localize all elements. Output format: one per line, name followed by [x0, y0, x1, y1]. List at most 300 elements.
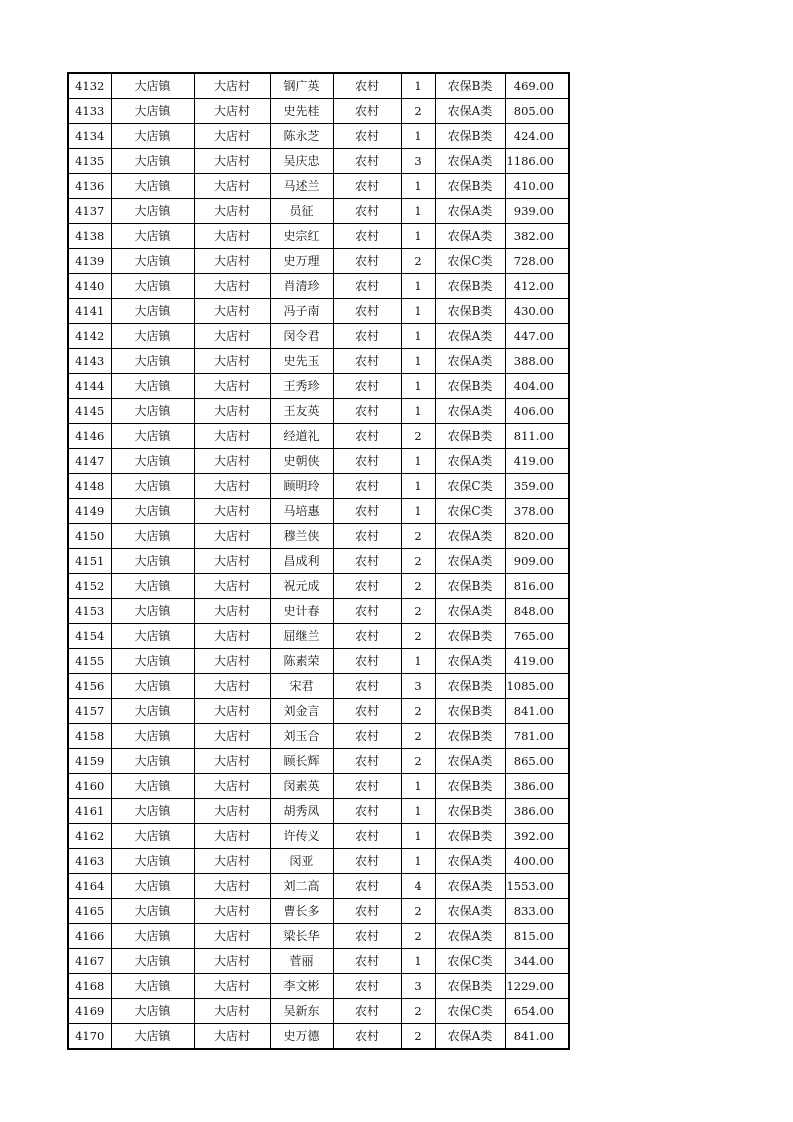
village-cell: 大店村 — [194, 824, 270, 849]
category-cell: 农保A类 — [435, 99, 505, 124]
name-cell: 钢广英 — [270, 73, 333, 99]
town-cell: 大店镇 — [111, 649, 194, 674]
village-cell: 大店村 — [194, 124, 270, 149]
table-row — [68, 574, 569, 599]
amount-cell: 816.00 — [505, 574, 569, 599]
name-cell: 穆兰侠 — [270, 524, 333, 549]
name-cell: 刘玉合 — [270, 724, 333, 749]
name-cell: 史计春 — [270, 599, 333, 624]
category-cell: 农保B类 — [435, 73, 505, 99]
row-id-cell: 4161 — [68, 799, 111, 824]
table-row — [68, 499, 569, 524]
category-cell: 农保A类 — [435, 599, 505, 624]
name-cell: 李文彬 — [270, 974, 333, 999]
row-id-cell: 4150 — [68, 524, 111, 549]
name-cell: 陈素荣 — [270, 649, 333, 674]
row-id-cell: 4140 — [68, 274, 111, 299]
row-id-cell: 4145 — [68, 399, 111, 424]
table-row — [68, 174, 569, 199]
person-count-cell: 3 — [401, 974, 435, 999]
village-cell: 大店村 — [194, 149, 270, 174]
row-id-cell: 4137 — [68, 199, 111, 224]
name-cell: 陈永芝 — [270, 124, 333, 149]
person-count-cell: 2 — [401, 599, 435, 624]
person-count-cell: 1 — [401, 349, 435, 374]
household-type-cell: 农村 — [333, 849, 401, 874]
household-type-cell: 农村 — [333, 599, 401, 624]
name-cell: 许传义 — [270, 824, 333, 849]
category-cell: 农保C类 — [435, 499, 505, 524]
name-cell: 史朝侠 — [270, 449, 333, 474]
category-cell: 农保A类 — [435, 449, 505, 474]
household-type-cell: 农村 — [333, 824, 401, 849]
village-cell: 大店村 — [194, 174, 270, 199]
name-cell: 顾长辉 — [270, 749, 333, 774]
category-cell: 农保C类 — [435, 474, 505, 499]
records-table — [67, 72, 570, 1050]
village-cell: 大店村 — [194, 899, 270, 924]
household-type-cell: 农村 — [333, 549, 401, 574]
category-cell: 农保A类 — [435, 524, 505, 549]
amount-cell: 939.00 — [505, 199, 569, 224]
table-row — [68, 124, 569, 149]
row-id-cell: 4138 — [68, 224, 111, 249]
household-type-cell: 农村 — [333, 174, 401, 199]
row-id-cell: 4155 — [68, 649, 111, 674]
table-row — [68, 349, 569, 374]
category-cell: 农保A类 — [435, 1024, 505, 1050]
row-id-cell: 4157 — [68, 699, 111, 724]
town-cell: 大店镇 — [111, 549, 194, 574]
amount-cell: 404.00 — [505, 374, 569, 399]
village-cell: 大店村 — [194, 524, 270, 549]
household-type-cell: 农村 — [333, 299, 401, 324]
village-cell: 大店村 — [194, 224, 270, 249]
town-cell: 大店镇 — [111, 799, 194, 824]
table-row — [68, 799, 569, 824]
row-id-cell: 4164 — [68, 874, 111, 899]
row-id-cell: 4160 — [68, 774, 111, 799]
person-count-cell: 2 — [401, 99, 435, 124]
village-cell: 大店村 — [194, 449, 270, 474]
town-cell: 大店镇 — [111, 124, 194, 149]
household-type-cell: 农村 — [333, 974, 401, 999]
table-row — [68, 724, 569, 749]
amount-cell: 412.00 — [505, 274, 569, 299]
amount-cell: 386.00 — [505, 799, 569, 824]
table-row — [68, 699, 569, 724]
village-cell: 大店村 — [194, 874, 270, 899]
table-row — [68, 399, 569, 424]
row-id-cell: 4165 — [68, 899, 111, 924]
table-row — [68, 299, 569, 324]
amount-cell: 1553.00 — [505, 874, 569, 899]
row-id-cell: 4162 — [68, 824, 111, 849]
category-cell: 农保A类 — [435, 924, 505, 949]
household-type-cell: 农村 — [333, 774, 401, 799]
village-cell: 大店村 — [194, 199, 270, 224]
town-cell: 大店镇 — [111, 624, 194, 649]
category-cell: 农保A类 — [435, 224, 505, 249]
household-type-cell: 农村 — [333, 424, 401, 449]
household-type-cell: 农村 — [333, 399, 401, 424]
row-id-cell: 4151 — [68, 549, 111, 574]
name-cell: 经道礼 — [270, 424, 333, 449]
household-type-cell: 农村 — [333, 624, 401, 649]
village-cell: 大店村 — [194, 749, 270, 774]
household-type-cell: 农村 — [333, 724, 401, 749]
category-cell: 农保B类 — [435, 799, 505, 824]
row-id-cell: 4156 — [68, 674, 111, 699]
row-id-cell: 4141 — [68, 299, 111, 324]
category-cell: 农保C类 — [435, 249, 505, 274]
town-cell: 大店镇 — [111, 374, 194, 399]
amount-cell: 359.00 — [505, 474, 569, 499]
village-cell: 大店村 — [194, 549, 270, 574]
name-cell: 刘二高 — [270, 874, 333, 899]
household-type-cell: 农村 — [333, 574, 401, 599]
row-id-cell: 4153 — [68, 599, 111, 624]
name-cell: 王友英 — [270, 399, 333, 424]
amount-cell: 781.00 — [505, 724, 569, 749]
row-id-cell: 4166 — [68, 924, 111, 949]
category-cell: 农保B类 — [435, 174, 505, 199]
household-type-cell: 农村 — [333, 474, 401, 499]
table-row — [68, 899, 569, 924]
town-cell: 大店镇 — [111, 274, 194, 299]
category-cell: 农保C类 — [435, 949, 505, 974]
person-count-cell: 1 — [401, 399, 435, 424]
category-cell: 农保A类 — [435, 849, 505, 874]
household-type-cell: 农村 — [333, 73, 401, 99]
table-row — [68, 1024, 569, 1050]
category-cell: 农保A类 — [435, 874, 505, 899]
town-cell: 大店镇 — [111, 849, 194, 874]
amount-cell: 865.00 — [505, 749, 569, 774]
name-cell: 肖清珍 — [270, 274, 333, 299]
row-id-cell: 4168 — [68, 974, 111, 999]
amount-cell: 378.00 — [505, 499, 569, 524]
village-cell: 大店村 — [194, 724, 270, 749]
village-cell: 大店村 — [194, 73, 270, 99]
household-type-cell: 农村 — [333, 949, 401, 974]
table-row — [68, 374, 569, 399]
person-count-cell: 2 — [401, 524, 435, 549]
row-id-cell: 4143 — [68, 349, 111, 374]
town-cell: 大店镇 — [111, 999, 194, 1024]
village-cell: 大店村 — [194, 1024, 270, 1050]
category-cell: 农保B类 — [435, 299, 505, 324]
name-cell: 史先桂 — [270, 99, 333, 124]
village-cell: 大店村 — [194, 324, 270, 349]
village-cell: 大店村 — [194, 624, 270, 649]
category-cell: 农保B类 — [435, 374, 505, 399]
village-cell: 大店村 — [194, 924, 270, 949]
town-cell: 大店镇 — [111, 699, 194, 724]
row-id-cell: 4135 — [68, 149, 111, 174]
person-count-cell: 1 — [401, 73, 435, 99]
name-cell: 屈继兰 — [270, 624, 333, 649]
village-cell: 大店村 — [194, 249, 270, 274]
amount-cell: 728.00 — [505, 249, 569, 274]
person-count-cell: 1 — [401, 474, 435, 499]
village-cell: 大店村 — [194, 474, 270, 499]
amount-cell: 382.00 — [505, 224, 569, 249]
household-type-cell: 农村 — [333, 924, 401, 949]
category-cell: 农保B类 — [435, 824, 505, 849]
row-id-cell: 4167 — [68, 949, 111, 974]
amount-cell: 841.00 — [505, 1024, 569, 1050]
table-row — [68, 449, 569, 474]
household-type-cell: 农村 — [333, 199, 401, 224]
person-count-cell: 4 — [401, 874, 435, 899]
category-cell: 农保B类 — [435, 424, 505, 449]
category-cell: 农保A类 — [435, 549, 505, 574]
village-cell: 大店村 — [194, 99, 270, 124]
person-count-cell: 2 — [401, 724, 435, 749]
name-cell: 吴新东 — [270, 999, 333, 1024]
amount-cell: 848.00 — [505, 599, 569, 624]
person-count-cell: 2 — [401, 924, 435, 949]
amount-cell: 392.00 — [505, 824, 569, 849]
village-cell: 大店村 — [194, 999, 270, 1024]
village-cell: 大店村 — [194, 949, 270, 974]
row-id-cell: 4146 — [68, 424, 111, 449]
household-type-cell: 农村 — [333, 674, 401, 699]
name-cell: 曹长多 — [270, 899, 333, 924]
table-row — [68, 874, 569, 899]
amount-cell: 820.00 — [505, 524, 569, 549]
amount-cell: 815.00 — [505, 924, 569, 949]
row-id-cell: 4170 — [68, 1024, 111, 1050]
town-cell: 大店镇 — [111, 399, 194, 424]
village-cell: 大店村 — [194, 649, 270, 674]
village-cell: 大店村 — [194, 399, 270, 424]
household-type-cell: 农村 — [333, 874, 401, 899]
table-row — [68, 224, 569, 249]
amount-cell: 841.00 — [505, 699, 569, 724]
category-cell: 农保A类 — [435, 349, 505, 374]
person-count-cell: 1 — [401, 324, 435, 349]
household-type-cell: 农村 — [333, 899, 401, 924]
name-cell: 闵素英 — [270, 774, 333, 799]
household-type-cell: 农村 — [333, 699, 401, 724]
town-cell: 大店镇 — [111, 899, 194, 924]
table-row — [68, 849, 569, 874]
town-cell: 大店镇 — [111, 73, 194, 99]
household-type-cell: 农村 — [333, 449, 401, 474]
category-cell: 农保B类 — [435, 974, 505, 999]
row-id-cell: 4149 — [68, 499, 111, 524]
town-cell: 大店镇 — [111, 474, 194, 499]
village-cell: 大店村 — [194, 299, 270, 324]
name-cell: 闵亚 — [270, 849, 333, 874]
village-cell: 大店村 — [194, 424, 270, 449]
category-cell: 农保B类 — [435, 624, 505, 649]
table-row — [68, 524, 569, 549]
town-cell: 大店镇 — [111, 674, 194, 699]
household-type-cell: 农村 — [333, 324, 401, 349]
person-count-cell: 1 — [401, 774, 435, 799]
village-cell: 大店村 — [194, 349, 270, 374]
person-count-cell: 1 — [401, 799, 435, 824]
town-cell: 大店镇 — [111, 599, 194, 624]
row-id-cell: 4159 — [68, 749, 111, 774]
row-id-cell: 4144 — [68, 374, 111, 399]
person-count-cell: 2 — [401, 624, 435, 649]
amount-cell: 654.00 — [505, 999, 569, 1024]
table-row — [68, 749, 569, 774]
name-cell: 刘金言 — [270, 699, 333, 724]
name-cell: 祝元成 — [270, 574, 333, 599]
village-cell: 大店村 — [194, 674, 270, 699]
person-count-cell: 1 — [401, 849, 435, 874]
amount-cell: 410.00 — [505, 174, 569, 199]
amount-cell: 388.00 — [505, 349, 569, 374]
row-id-cell: 4132 — [68, 73, 111, 99]
amount-cell: 406.00 — [505, 399, 569, 424]
amount-cell: 833.00 — [505, 899, 569, 924]
town-cell: 大店镇 — [111, 974, 194, 999]
person-count-cell: 2 — [401, 899, 435, 924]
document-page — [67, 72, 570, 1050]
table-row — [68, 649, 569, 674]
table-row — [68, 999, 569, 1024]
table-row — [68, 974, 569, 999]
category-cell: 农保B类 — [435, 274, 505, 299]
category-cell: 农保A类 — [435, 649, 505, 674]
row-id-cell: 4148 — [68, 474, 111, 499]
name-cell: 闵令君 — [270, 324, 333, 349]
category-cell: 农保A类 — [435, 199, 505, 224]
town-cell: 大店镇 — [111, 99, 194, 124]
table-row — [68, 549, 569, 574]
village-cell: 大店村 — [194, 499, 270, 524]
row-id-cell: 4136 — [68, 174, 111, 199]
town-cell: 大店镇 — [111, 749, 194, 774]
row-id-cell: 4133 — [68, 99, 111, 124]
person-count-cell: 1 — [401, 274, 435, 299]
name-cell: 冯子南 — [270, 299, 333, 324]
category-cell: 农保B类 — [435, 124, 505, 149]
amount-cell: 1186.00 — [505, 149, 569, 174]
person-count-cell: 2 — [401, 574, 435, 599]
town-cell: 大店镇 — [111, 199, 194, 224]
town-cell: 大店镇 — [111, 299, 194, 324]
category-cell: 农保C类 — [435, 999, 505, 1024]
category-cell: 农保A类 — [435, 749, 505, 774]
person-count-cell: 2 — [401, 424, 435, 449]
village-cell: 大店村 — [194, 974, 270, 999]
person-count-cell: 1 — [401, 199, 435, 224]
row-id-cell: 4147 — [68, 449, 111, 474]
table-row — [68, 324, 569, 349]
household-type-cell: 农村 — [333, 799, 401, 824]
row-id-cell: 4154 — [68, 624, 111, 649]
name-cell: 王秀珍 — [270, 374, 333, 399]
household-type-cell: 农村 — [333, 1024, 401, 1050]
name-cell: 胡秀凤 — [270, 799, 333, 824]
table-row — [68, 949, 569, 974]
category-cell: 农保A类 — [435, 324, 505, 349]
table-row — [68, 624, 569, 649]
amount-cell: 909.00 — [505, 549, 569, 574]
amount-cell: 424.00 — [505, 124, 569, 149]
name-cell: 吴庆忠 — [270, 149, 333, 174]
village-cell: 大店村 — [194, 274, 270, 299]
household-type-cell: 农村 — [333, 99, 401, 124]
row-id-cell: 4158 — [68, 724, 111, 749]
household-type-cell: 农村 — [333, 374, 401, 399]
town-cell: 大店镇 — [111, 574, 194, 599]
table-row — [68, 824, 569, 849]
name-cell: 昌成利 — [270, 549, 333, 574]
town-cell: 大店镇 — [111, 149, 194, 174]
category-cell: 农保A类 — [435, 149, 505, 174]
town-cell: 大店镇 — [111, 224, 194, 249]
amount-cell: 811.00 — [505, 424, 569, 449]
category-cell: 农保B类 — [435, 724, 505, 749]
table-body — [68, 73, 569, 1049]
table-row — [68, 599, 569, 624]
person-count-cell: 2 — [401, 699, 435, 724]
amount-cell: 469.00 — [505, 73, 569, 99]
row-id-cell: 4152 — [68, 574, 111, 599]
category-cell: 农保B类 — [435, 574, 505, 599]
household-type-cell: 农村 — [333, 649, 401, 674]
village-cell: 大店村 — [194, 774, 270, 799]
row-id-cell: 4134 — [68, 124, 111, 149]
table-row — [68, 73, 569, 99]
household-type-cell: 农村 — [333, 124, 401, 149]
name-cell: 史宗红 — [270, 224, 333, 249]
table-row — [68, 99, 569, 124]
person-count-cell: 1 — [401, 124, 435, 149]
amount-cell: 400.00 — [505, 849, 569, 874]
village-cell: 大店村 — [194, 599, 270, 624]
table-row — [68, 249, 569, 274]
person-count-cell: 1 — [401, 449, 435, 474]
town-cell: 大店镇 — [111, 449, 194, 474]
amount-cell: 419.00 — [505, 649, 569, 674]
category-cell: 农保B类 — [435, 699, 505, 724]
name-cell: 顾明玲 — [270, 474, 333, 499]
person-count-cell: 1 — [401, 499, 435, 524]
person-count-cell: 2 — [401, 549, 435, 574]
table-row — [68, 674, 569, 699]
name-cell: 梁长华 — [270, 924, 333, 949]
town-cell: 大店镇 — [111, 524, 194, 549]
household-type-cell: 农村 — [333, 224, 401, 249]
amount-cell: 386.00 — [505, 774, 569, 799]
amount-cell: 765.00 — [505, 624, 569, 649]
table-row — [68, 149, 569, 174]
name-cell: 史万理 — [270, 249, 333, 274]
household-type-cell: 农村 — [333, 524, 401, 549]
household-type-cell: 农村 — [333, 274, 401, 299]
person-count-cell: 1 — [401, 299, 435, 324]
village-cell: 大店村 — [194, 574, 270, 599]
name-cell: 员征 — [270, 199, 333, 224]
person-count-cell: 2 — [401, 999, 435, 1024]
person-count-cell: 1 — [401, 374, 435, 399]
household-type-cell: 农村 — [333, 249, 401, 274]
table-row — [68, 424, 569, 449]
town-cell: 大店镇 — [111, 924, 194, 949]
person-count-cell: 1 — [401, 824, 435, 849]
town-cell: 大店镇 — [111, 324, 194, 349]
row-id-cell: 4163 — [68, 849, 111, 874]
